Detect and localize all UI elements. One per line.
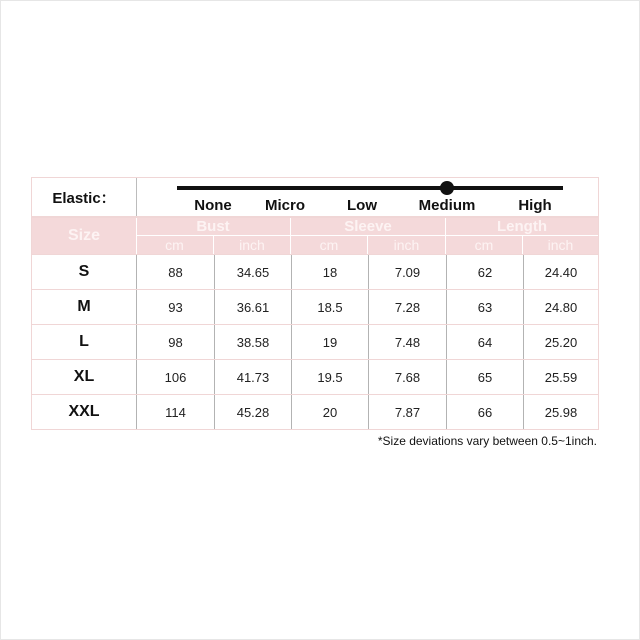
- header-unit-bust-inch: inch: [214, 236, 291, 254]
- bust-inch-cell: 38.58: [214, 325, 291, 359]
- elastic-level-low: Low: [347, 197, 377, 214]
- elastic-label: Elastic：: [32, 178, 137, 216]
- elastic-row: [31, 177, 599, 217]
- length-inch-cell: 24.40: [523, 255, 598, 289]
- header-unit-length-inch: inch: [547, 237, 574, 253]
- sleeve-inch-cell: 7.87: [368, 395, 446, 429]
- header-unit-sleeve-cm: cm: [291, 236, 368, 254]
- length-inch-cell: 25.20: [523, 325, 598, 359]
- size-chart: [31, 177, 599, 430]
- header-unit-length-cm: cm: [446, 236, 523, 254]
- length-cm-cell: 66: [446, 395, 523, 429]
- sleeve-cm-cell: 19.5: [291, 360, 368, 394]
- bust-inch-cell: 36.61: [214, 290, 291, 324]
- row-size-label: XL: [73, 368, 95, 385]
- bust-cm-cell: 88: [136, 255, 214, 289]
- length-inch-cell: 24.80: [523, 290, 598, 324]
- length-inch-cell: 25.59: [523, 360, 598, 394]
- table-row: [31, 325, 599, 360]
- header-unit-bust-cm: cm: [136, 236, 214, 254]
- bust-cm-cell: 114: [136, 395, 214, 429]
- header-size: Size: [32, 218, 137, 254]
- row-size-label: S: [78, 263, 90, 280]
- sleeve-cm-cell: 18: [291, 255, 368, 289]
- elastic-level-medium: Medium: [418, 197, 476, 214]
- row-size-label: XXL: [68, 403, 100, 420]
- elastic-level-micro: Micro: [264, 197, 306, 214]
- elastic-level-none: None: [194, 197, 232, 214]
- bust-cm-cell: 98: [136, 325, 214, 359]
- sleeve-cm-cell: 18.5: [291, 290, 368, 324]
- bust-cm-cell: 106: [136, 360, 214, 394]
- length-cm-cell: 63: [446, 290, 523, 324]
- sleeve-inch-cell: 7.48: [368, 325, 446, 359]
- elastic-selected-marker: [440, 181, 454, 195]
- length-cm-cell: 64: [446, 325, 523, 359]
- bust-cm-cell: 93: [136, 290, 214, 324]
- table-row: [31, 290, 599, 325]
- sleeve-inch-cell: 7.28: [368, 290, 446, 324]
- bust-inch-cell: 45.28: [214, 395, 291, 429]
- header-sleeve: Sleeve: [291, 218, 446, 236]
- bust-inch-cell: 34.65: [214, 255, 291, 289]
- row-size-label: L: [79, 333, 89, 350]
- bust-inch-cell: 41.73: [214, 360, 291, 394]
- header-length: Length: [446, 218, 598, 236]
- table-row: [31, 360, 599, 395]
- length-cm-cell: 65: [446, 360, 523, 394]
- sleeve-inch-cell: 7.09: [368, 255, 446, 289]
- header-unit-sleeve-inch: inch: [368, 236, 446, 254]
- sleeve-inch-cell: 7.68: [368, 360, 446, 394]
- elastic-scale: [137, 178, 598, 216]
- row-size-label: M: [77, 298, 91, 315]
- table-row: [31, 255, 599, 290]
- length-cm-cell: 62: [446, 255, 523, 289]
- header-bust: Bust: [136, 218, 291, 236]
- sleeve-cm-cell: 19: [291, 325, 368, 359]
- table-header: [31, 217, 599, 255]
- table-row: [31, 395, 599, 430]
- elastic-scale-line: [177, 186, 563, 190]
- sleeve-cm-cell: 20: [291, 395, 368, 429]
- length-inch-cell: 25.98: [523, 395, 598, 429]
- elastic-level-high: High: [518, 197, 552, 214]
- size-deviation-note: *Size deviations vary between 0.5~1inch.: [377, 434, 597, 448]
